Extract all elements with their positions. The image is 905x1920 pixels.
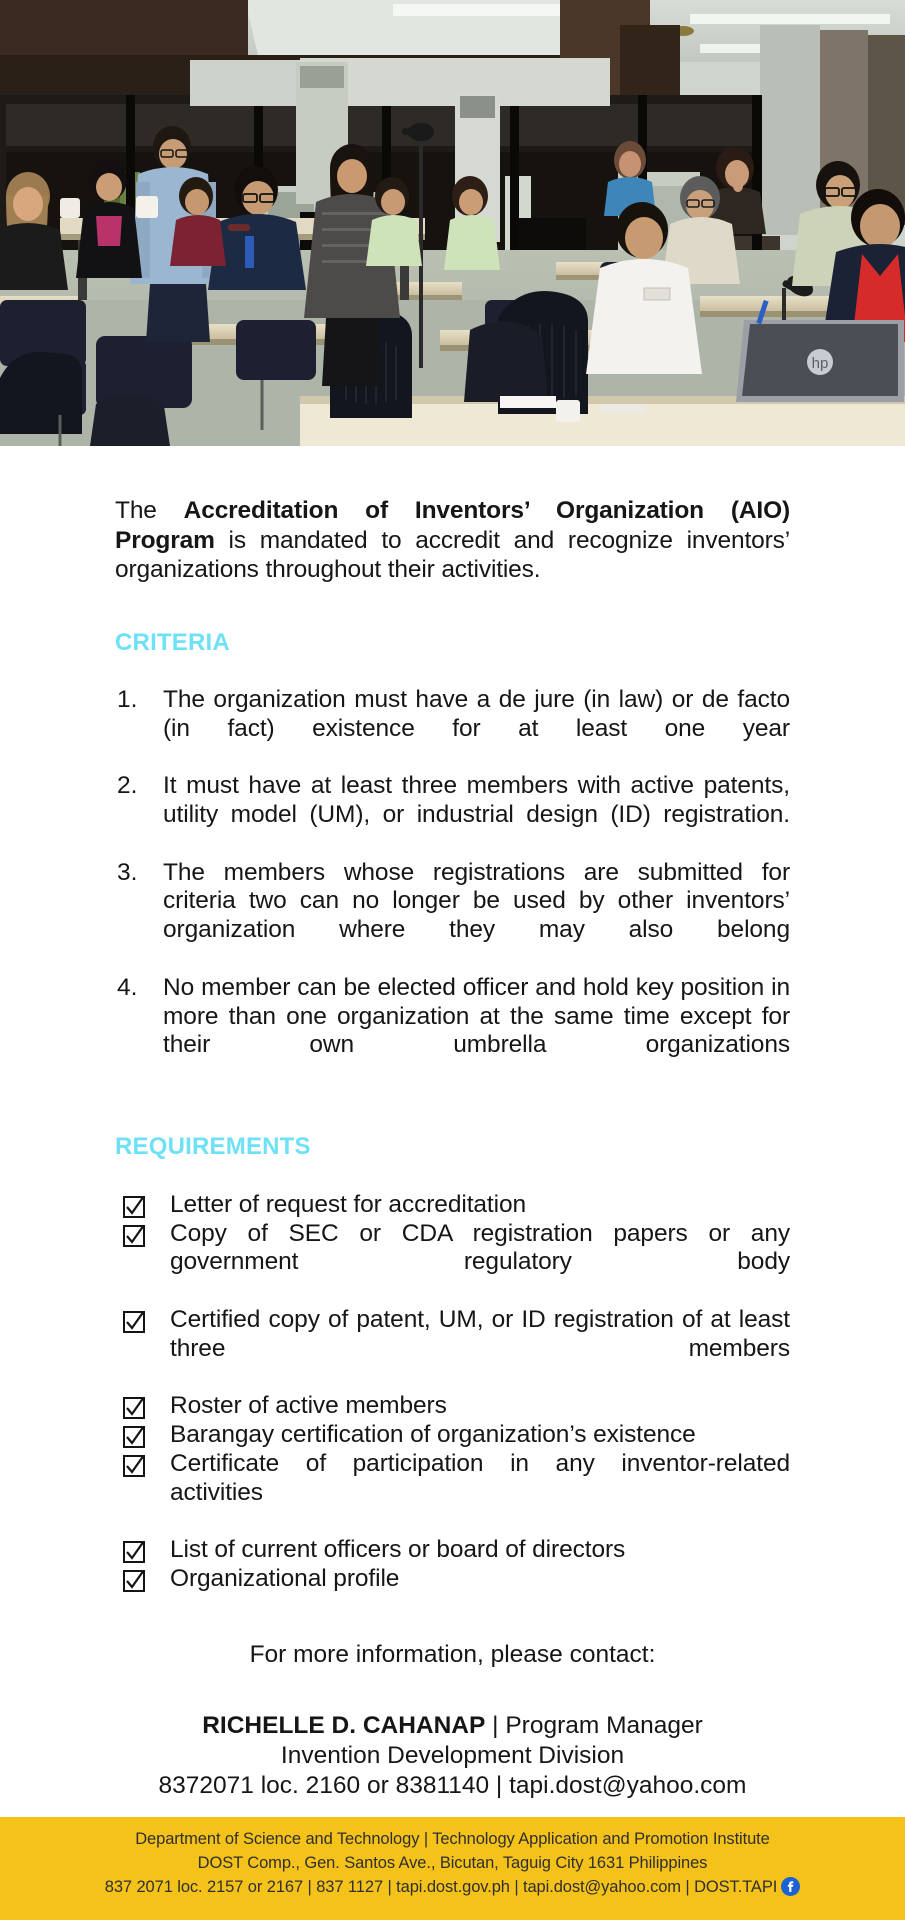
intro-paragraph <box>115 496 790 585</box>
requirement-text: Certificate of participation in any inventor-related activities <box>170 1449 790 1506</box>
contact-division: Invention Development Division <box>280 1742 625 1770</box>
criteria-number: 4. <box>117 973 138 1001</box>
requirement-text: Barangay certification of organization’s existence <box>170 1421 696 1449</box>
checked-box-icon <box>115 1220 170 1306</box>
list-item <box>115 1450 790 1536</box>
intro-rest: is mandated to accredit and recognize inventors’ organizations throughout their activities. <box>115 526 790 584</box>
footer-contacts-text: 837 2071 loc. 2157 or 2167 | 837 1127 | tapi.dost.gov.ph | tapi.dost@yahoo.com | DOST.TAPI <box>104 1877 778 1896</box>
poster-content <box>0 496 905 1801</box>
criteria-list <box>115 686 790 1089</box>
contact-person-name: RICHELLE D. CAHANAP <box>202 1712 486 1740</box>
list-item <box>115 1220 790 1306</box>
seminar-room-photo <box>0 0 905 446</box>
svg-text:hp: hp <box>811 355 829 372</box>
contact-name-role <box>115 1711 790 1741</box>
requirement-text: Roster of active members <box>170 1392 447 1420</box>
checked-box-icon <box>115 1191 170 1220</box>
criteria-number: 1. <box>117 685 138 713</box>
requirement-text: List of current officers or board of directors <box>170 1536 626 1564</box>
footer-bar <box>0 1817 905 1920</box>
requirement-text: Copy of SEC or CDA registration papers or any government regulatory body <box>170 1219 790 1276</box>
criteria-text: The members whose registrations are submitted for criteria two can no longer be used by other inventors’ organization where they may also belong <box>163 858 790 944</box>
requirement-text: Certified copy of patent, UM, or ID registration of at least three members <box>170 1305 790 1362</box>
checked-box-icon <box>115 1421 170 1450</box>
list-item <box>115 1565 790 1594</box>
checked-box-icon <box>115 1306 170 1392</box>
list-item <box>115 686 790 772</box>
requirements-list <box>115 1191 790 1594</box>
list-item <box>115 772 790 858</box>
checked-box-icon <box>115 1392 170 1421</box>
criteria-number: 3. <box>117 858 138 886</box>
footer-line-agency: Department of Science and Technology | Technology Application and Promotion Institute <box>135 1830 770 1848</box>
contact-details <box>115 1711 790 1801</box>
footer-line-address: DOST Comp., Gen. Santos Ave., Bicutan, Taguig City 1631 Philippines <box>197 1853 708 1872</box>
contact-phone-email: 8372071 loc. 2160 or 8381140 | tapi.dost@yahoo.com <box>158 1771 747 1799</box>
checked-box-icon <box>115 1536 170 1565</box>
contact-separator: | <box>485 1712 506 1740</box>
list-item <box>115 1536 790 1565</box>
list-item <box>115 974 790 1089</box>
intro-program-name: Accreditation of Inventors’ Organization (AIO) Program <box>115 497 790 554</box>
contact-role: Program Manager <box>505 1712 703 1740</box>
checked-box-icon <box>115 1450 170 1536</box>
requirement-text: Organizational profile <box>170 1565 400 1593</box>
intro-prefix: The <box>115 497 184 524</box>
list-item <box>115 1306 790 1392</box>
criteria-heading: CRITERIA <box>115 628 230 656</box>
requirement-text: Letter of request for accreditation <box>170 1190 527 1218</box>
list-item <box>115 1191 790 1220</box>
facebook-icon[interactable] <box>781 1877 800 1904</box>
contact-lead: For more information, please contact: <box>249 1640 656 1668</box>
criteria-number: 2. <box>117 772 138 800</box>
list-item <box>115 859 790 974</box>
list-item <box>115 1392 790 1421</box>
footer-line-contacts <box>0 1876 905 1904</box>
criteria-text: No member can be elected officer and hold key position in more than one organization at the same time except for their own umbrella organizations <box>163 973 790 1059</box>
checked-box-icon <box>115 1565 170 1594</box>
criteria-text: It must have at least three members with active patents, utility model (UM), or industrial design (ID) registration. <box>163 772 790 829</box>
criteria-text: The organization must have a de jure (in law) or de facto (in fact) existence for at least one year <box>163 685 790 742</box>
list-item <box>115 1421 790 1450</box>
requirements-heading: REQUIREMENTS <box>115 1132 311 1160</box>
header-photo-banner <box>0 0 905 446</box>
